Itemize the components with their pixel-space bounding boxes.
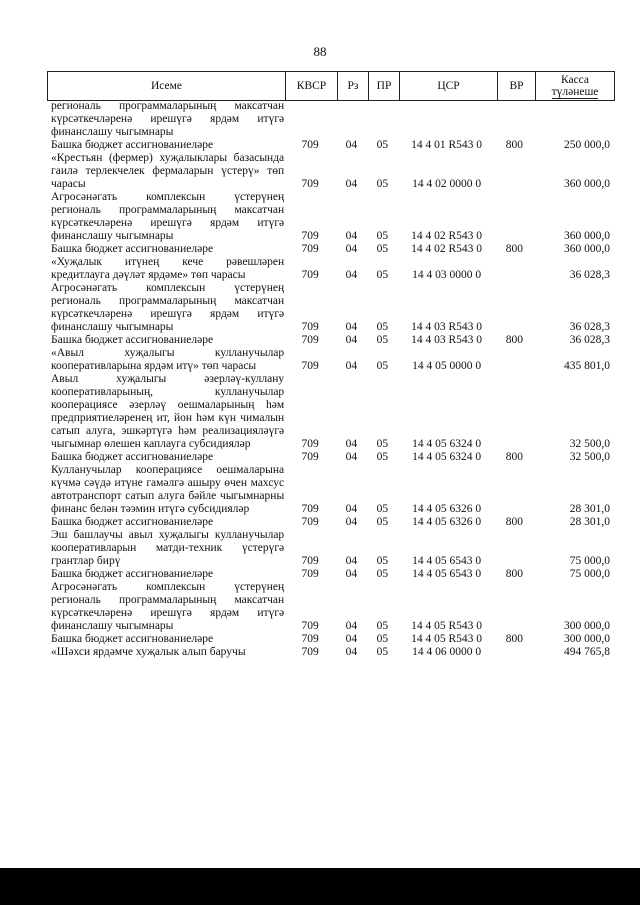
- cell-rz: 04: [345, 555, 358, 567]
- cell-vr: 800: [505, 516, 523, 528]
- cell-pr: 05: [376, 334, 389, 346]
- cell-rz: 04: [345, 269, 358, 281]
- cell-pr: 05: [376, 139, 389, 151]
- cell-sum: 28 301,0: [569, 503, 610, 515]
- table-row: [47, 139, 612, 152]
- table-row: [47, 334, 612, 347]
- cell-rz: 04: [345, 646, 358, 658]
- cell-name: Авыл хуҗалыгы әзерләү-куллану кооперативларының, кулланучылар кооперациясе әзерләү оешмаларының һәм предприятиеләренең ит, йон һәм күн чималын сатып алуга, эшкәртүгә һәм реализацияләүгә чыгымнар өлешен каплауга субсидияләр: [51, 373, 285, 450]
- cell-name: «Хуҗалык итүнең кече рәвешләрен кредитлауга дәүләт ярдәме» төп чарасы: [51, 256, 285, 281]
- cell-name: Башка бюджет ассигнованиеләре: [51, 568, 214, 580]
- cell-sum: 36 028,3: [569, 334, 610, 346]
- cell-name: «Авыл хуҗалыгы кулланучылар кооперативларына ярдәм итү» төп чарасы: [51, 347, 285, 372]
- cell-sum: 75 000,0: [569, 568, 610, 580]
- cell-pr: 05: [376, 438, 389, 450]
- cell-rz: 04: [345, 516, 358, 528]
- table-header: [47, 71, 615, 101]
- cell-sum: 250 000,0: [564, 139, 610, 151]
- cell-pr: 05: [376, 516, 389, 528]
- cell-kvsr: 709: [301, 334, 319, 346]
- cell-pr: 05: [376, 269, 389, 281]
- cell-csr: 14 4 05 6543 0: [412, 555, 482, 567]
- cell-name: Агросәнәгать комплексын үстерүнең региональ программаларының максатчан күрсәткечләренә ирешүгә ярдәм итүгә финанслашу чыгымнары: [51, 282, 285, 333]
- cell-vr: 800: [505, 139, 523, 151]
- cell-kvsr: 709: [301, 516, 319, 528]
- cell-rz: 04: [345, 334, 358, 346]
- cell-sum: 360 000,0: [564, 243, 610, 255]
- cell-csr: 14 4 01 R543 0: [411, 139, 483, 151]
- cell-name: «Шәхси ярдәмче хуҗалык алып баручы: [51, 646, 246, 658]
- cell-pr: 05: [376, 321, 389, 333]
- cell-kvsr: 709: [301, 360, 319, 372]
- cell-vr: 800: [505, 451, 523, 463]
- cell-rz: 04: [345, 243, 358, 255]
- cell-csr: 14 4 05 6326 0: [412, 516, 482, 528]
- table-row: [47, 373, 612, 451]
- header-sum-line2: түләнеше: [551, 85, 599, 98]
- header-csr: ЦСР: [400, 72, 498, 101]
- table-row: [47, 529, 612, 568]
- cell-pr: 05: [376, 178, 389, 190]
- cell-kvsr: 709: [301, 633, 319, 645]
- cell-sum: 494 765,8: [564, 646, 610, 658]
- cell-rz: 04: [345, 360, 358, 372]
- header-kvsr: КВСР: [286, 72, 338, 101]
- cell-rz: 04: [345, 178, 358, 190]
- cell-csr: 14 4 05 6324 0: [412, 438, 482, 450]
- cell-sum: 300 000,0: [564, 633, 610, 645]
- cell-kvsr: 709: [301, 269, 319, 281]
- cell-sum: 360 000,0: [564, 230, 610, 242]
- cell-vr: 800: [505, 633, 523, 645]
- cell-csr: 14 4 02 R543 0: [411, 230, 483, 242]
- cell-vr: 800: [505, 334, 523, 346]
- table-row: [47, 633, 612, 646]
- table-row: [47, 243, 612, 256]
- table-row: [47, 256, 612, 282]
- header-sum: [536, 72, 615, 101]
- cell-rz: 04: [345, 620, 358, 632]
- cell-name: Башка бюджет ассигнованиеләре: [51, 451, 214, 463]
- cell-pr: 05: [376, 360, 389, 372]
- cell-kvsr: 709: [301, 139, 319, 151]
- header-pr: ПР: [369, 72, 400, 101]
- table-row: [47, 581, 612, 633]
- cell-vr: 800: [505, 568, 523, 580]
- cell-kvsr: 709: [301, 451, 319, 463]
- cell-csr: 14 4 06 0000 0: [412, 646, 482, 658]
- page-number: 88: [313, 44, 327, 59]
- cell-name: Башка бюджет ассигнованиеләре: [51, 139, 214, 151]
- table-row: [47, 152, 612, 191]
- cell-sum: 36 028,3: [569, 321, 610, 333]
- cell-csr: 14 4 05 R543 0: [411, 633, 483, 645]
- cell-sum: 300 000,0: [564, 620, 610, 632]
- cell-kvsr: 709: [301, 438, 319, 450]
- cell-sum: 36 028,3: [569, 269, 610, 281]
- table-row: [47, 568, 612, 581]
- cell-pr: 05: [376, 243, 389, 255]
- cell-csr: 14 4 05 6326 0: [412, 503, 482, 515]
- cell-kvsr: 709: [301, 321, 319, 333]
- cell-kvsr: 709: [301, 620, 319, 632]
- cell-name: региональ программаларының максатчан күрсәткечләренә ирешүгә ярдәм итүгә финанслашу чыгымнары: [51, 100, 285, 138]
- cell-csr: 14 4 05 R543 0: [411, 620, 483, 632]
- cell-sum: 75 000,0: [569, 555, 610, 567]
- cell-kvsr: 709: [301, 646, 319, 658]
- cell-kvsr: 709: [301, 230, 319, 242]
- cell-pr: 05: [376, 568, 389, 580]
- cell-sum: 360 000,0: [564, 178, 610, 190]
- table-row: [47, 464, 612, 516]
- cell-rz: 04: [345, 230, 358, 242]
- cell-pr: 05: [376, 633, 389, 645]
- cell-pr: 05: [376, 451, 389, 463]
- cell-name: Агросәнәгать комплексын үстерүнең региональ программаларының максатчан күрсәткечләренә ирешүгә ярдәм итүгә финанслашу чыгымнары: [51, 581, 285, 632]
- cell-sum: 32 500,0: [569, 451, 610, 463]
- cell-csr: 14 4 05 6324 0: [412, 451, 482, 463]
- table-row: [47, 191, 612, 243]
- cell-kvsr: 709: [301, 243, 319, 255]
- cell-csr: 14 4 02 R543 0: [411, 243, 483, 255]
- cell-rz: 04: [345, 139, 358, 151]
- cell-sum: 32 500,0: [569, 438, 610, 450]
- cell-kvsr: 709: [301, 568, 319, 580]
- cell-kvsr: 709: [301, 178, 319, 190]
- cell-csr: 14 4 05 6543 0: [412, 568, 482, 580]
- cell-kvsr: 709: [301, 555, 319, 567]
- cell-name: Кулланучылар кооперациясе оешмаларына күчмә сәүдә итүне гамәлгә ашыру өчен махсус автотранспорт сатып алуга бәйле чыгымнарны финанс белән тәэмин итүгә субсидияләр: [51, 464, 285, 515]
- cell-name: Агросәнәгать комплексын үстерүнең региональ программаларының максатчан күрсәткечләренә ирешүгә ярдәм итүгә финанслашу чыгымнары: [51, 191, 285, 242]
- cell-sum: 435 801,0: [564, 360, 610, 372]
- cell-kvsr: 709: [301, 503, 319, 515]
- cell-rz: 04: [345, 321, 358, 333]
- cell-pr: 05: [376, 230, 389, 242]
- cell-pr: 05: [376, 620, 389, 632]
- cell-rz: 04: [345, 438, 358, 450]
- table-row: [47, 100, 612, 139]
- cell-name: Башка бюджет ассигнованиеләре: [51, 516, 214, 528]
- table-row: [47, 282, 612, 334]
- table-row: [47, 451, 612, 464]
- cell-rz: 04: [345, 451, 358, 463]
- cell-pr: 05: [376, 503, 389, 515]
- cell-vr: 800: [505, 243, 523, 255]
- cell-rz: 04: [345, 568, 358, 580]
- cell-name: «Крестьян (фермер) хуҗалыклары базасында гаилә терлекчелек фермаларын үстерү» төп чарасы: [51, 152, 285, 190]
- table-row: [47, 516, 612, 529]
- cell-rz: 04: [345, 503, 358, 515]
- cell-pr: 05: [376, 555, 389, 567]
- scan-border: [0, 868, 640, 905]
- table-row: [47, 646, 612, 659]
- cell-csr: 14 4 03 0000 0: [412, 269, 482, 281]
- table-body: [47, 100, 612, 659]
- cell-name: Башка бюджет ассигнованиеләре: [51, 243, 214, 255]
- table-row: [47, 347, 612, 373]
- cell-name: Башка бюджет ассигнованиеләре: [51, 633, 214, 645]
- header-vr: ВР: [498, 72, 536, 101]
- header-rz: Рз: [338, 72, 369, 101]
- cell-pr: 05: [376, 646, 389, 658]
- cell-sum: 28 301,0: [569, 516, 610, 528]
- cell-csr: 14 4 03 R543 0: [411, 334, 483, 346]
- cell-name: Башка бюджет ассигнованиеләре: [51, 334, 214, 346]
- cell-rz: 04: [345, 633, 358, 645]
- cell-name: Эш башлаучы авыл хуҗалыгы кулланучылар кооперативларын матди-техник үстерүгә грантлар бирү: [51, 529, 285, 567]
- cell-csr: 14 4 05 0000 0: [412, 360, 482, 372]
- cell-csr: 14 4 02 0000 0: [412, 178, 482, 190]
- cell-csr: 14 4 03 R543 0: [411, 321, 483, 333]
- header-name: Исеме: [48, 72, 286, 101]
- header-sum-line1: Касса: [560, 73, 590, 86]
